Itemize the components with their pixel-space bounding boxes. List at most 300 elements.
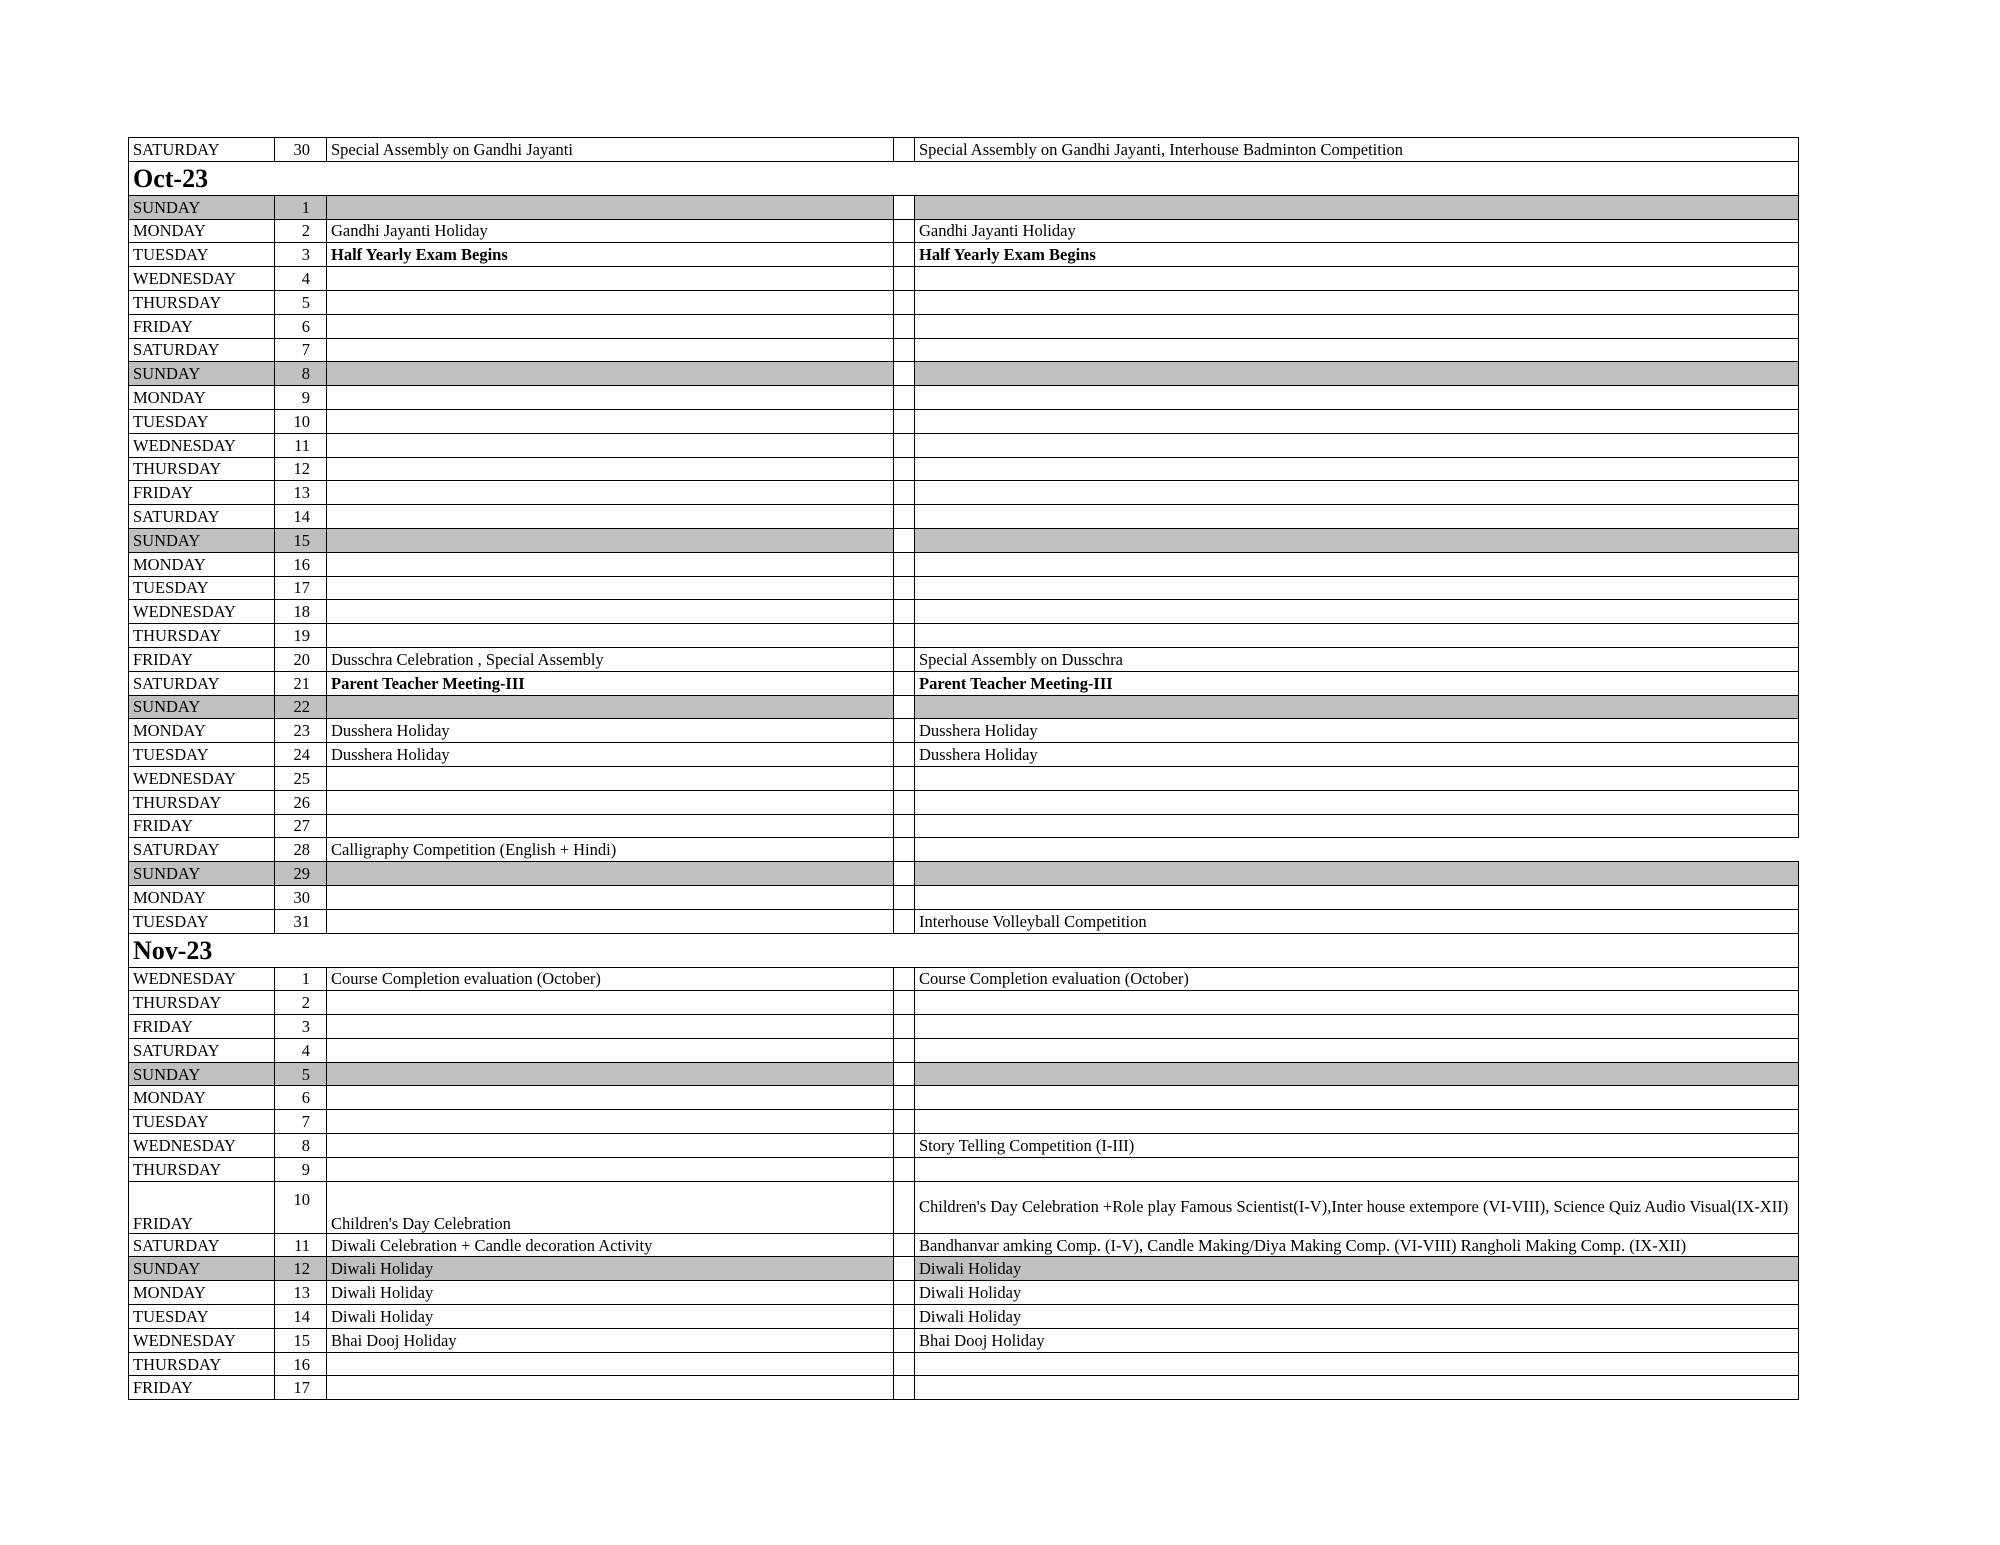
day-cell: SUNDAY (129, 862, 275, 886)
date-cell: 12 (275, 1257, 327, 1281)
primary-event-cell (327, 909, 894, 933)
primary-event-cell (327, 1086, 894, 1110)
date-cell: 20 (275, 647, 327, 671)
day-cell: TUESDAY (129, 1305, 275, 1329)
calendar-sheet (128, 137, 1799, 1400)
date-cell: 4 (275, 1038, 327, 1062)
day-cell: FRIDAY (129, 1015, 275, 1039)
primary-event-cell (327, 814, 894, 838)
date-cell: 19 (275, 624, 327, 648)
date-cell: 13 (275, 1281, 327, 1305)
spacer-cell (894, 481, 915, 505)
day-cell: TUESDAY (129, 409, 275, 433)
date-cell: 9 (275, 1157, 327, 1181)
secondary-event-cell: Diwali Holiday (915, 1305, 1799, 1329)
date-cell: 7 (275, 1110, 327, 1134)
primary-event-cell (327, 314, 894, 338)
date-cell: 23 (275, 719, 327, 743)
table-row (129, 433, 1799, 457)
day-cell: WEDNESDAY (129, 267, 275, 291)
spacer-cell (894, 362, 915, 386)
day-cell: FRIDAY (129, 647, 275, 671)
table-row (129, 528, 1799, 552)
table-row (129, 885, 1799, 909)
day-cell: MONDAY (129, 386, 275, 410)
secondary-event-cell (915, 267, 1799, 291)
primary-event-cell: Dusschra Celebration , Special Assembly (327, 647, 894, 671)
day-cell: WEDNESDAY (129, 600, 275, 624)
secondary-event-cell (915, 528, 1799, 552)
secondary-event-cell: Parent Teacher Meeting-III (915, 671, 1799, 695)
month-heading: Oct-23 (129, 161, 1799, 195)
primary-event-cell (327, 1038, 894, 1062)
secondary-event-cell: Dusshera Holiday (915, 719, 1799, 743)
spacer-cell (894, 647, 915, 671)
table-row (129, 552, 1799, 576)
secondary-event-cell: Dusshera Holiday (915, 743, 1799, 767)
spacer-cell (894, 1157, 915, 1181)
date-cell: 6 (275, 1086, 327, 1110)
date-cell: 5 (275, 1062, 327, 1086)
table-row (129, 505, 1799, 529)
date-cell: 11 (275, 1233, 327, 1257)
spacer-cell (894, 457, 915, 481)
primary-event-cell (327, 695, 894, 719)
spacer-cell (894, 1110, 915, 1134)
table-row (129, 790, 1799, 814)
primary-event-cell (327, 1134, 894, 1158)
primary-event-cell (327, 576, 894, 600)
date-cell: 3 (275, 243, 327, 267)
primary-event-cell (327, 457, 894, 481)
date-cell: 15 (275, 1328, 327, 1352)
secondary-event-cell (915, 766, 1799, 790)
spacer-cell (894, 838, 915, 862)
primary-event-cell: Dusshera Holiday (327, 743, 894, 767)
date-cell: 4 (275, 267, 327, 291)
secondary-event-cell: Special Assembly on Gandhi Jayanti, Interhouse Badminton Competition (915, 138, 1799, 162)
day-cell: SUNDAY (129, 195, 275, 219)
table-row (129, 1038, 1799, 1062)
date-cell: 8 (275, 1134, 327, 1158)
date-cell: 21 (275, 671, 327, 695)
table-row (129, 243, 1799, 267)
spacer-cell (894, 1328, 915, 1352)
secondary-event-cell (915, 814, 1799, 838)
date-cell: 6 (275, 314, 327, 338)
primary-event-cell (327, 338, 894, 362)
day-cell: THURSDAY (129, 1157, 275, 1181)
primary-event-cell (327, 991, 894, 1015)
day-cell: MONDAY (129, 552, 275, 576)
spacer-cell (894, 695, 915, 719)
day-cell: WEDNESDAY (129, 766, 275, 790)
calendar-body (129, 138, 1799, 1400)
primary-event-cell (327, 862, 894, 886)
day-cell: MONDAY (129, 719, 275, 743)
primary-event-cell (327, 362, 894, 386)
primary-event-cell: Calligraphy Competition (English + Hindi) (327, 838, 894, 862)
spacer-cell (894, 862, 915, 886)
day-cell: SUNDAY (129, 1257, 275, 1281)
day-cell: THURSDAY (129, 1352, 275, 1376)
table-row (129, 1305, 1799, 1329)
primary-event-cell (327, 1062, 894, 1086)
table-row (129, 1062, 1799, 1086)
primary-event-cell (327, 1352, 894, 1376)
table-row (129, 1257, 1799, 1281)
secondary-event-cell: Diwali Holiday (915, 1257, 1799, 1281)
spacer-cell (894, 219, 915, 243)
day-cell: MONDAY (129, 885, 275, 909)
spacer-cell (894, 1015, 915, 1039)
secondary-event-cell (915, 409, 1799, 433)
spacer-cell (894, 814, 915, 838)
day-cell: THURSDAY (129, 991, 275, 1015)
date-cell: 26 (275, 790, 327, 814)
primary-event-cell (327, 433, 894, 457)
date-cell: 14 (275, 1305, 327, 1329)
table-row (129, 1181, 1799, 1233)
primary-event-cell (327, 766, 894, 790)
month-header-row (129, 933, 1799, 967)
secondary-event-cell (915, 790, 1799, 814)
day-cell: SATURDAY (129, 838, 275, 862)
day-cell: TUESDAY (129, 1110, 275, 1134)
spacer-cell (894, 719, 915, 743)
secondary-event-cell (915, 481, 1799, 505)
table-row (129, 624, 1799, 648)
table-row (129, 362, 1799, 386)
day-cell: TUESDAY (129, 909, 275, 933)
table-row (129, 695, 1799, 719)
table-row (129, 576, 1799, 600)
date-cell: 1 (275, 195, 327, 219)
table-row (129, 838, 1799, 862)
day-cell: TUESDAY (129, 576, 275, 600)
secondary-event-cell (915, 386, 1799, 410)
date-cell: 9 (275, 386, 327, 410)
spacer-cell (894, 409, 915, 433)
table-row (129, 909, 1799, 933)
date-cell: 7 (275, 338, 327, 362)
secondary-event-cell (915, 838, 1799, 862)
primary-event-cell: Diwali Holiday (327, 1281, 894, 1305)
primary-event-cell (327, 552, 894, 576)
secondary-event-cell: Interhouse Volleyball Competition (915, 909, 1799, 933)
table-row (129, 1376, 1799, 1400)
secondary-event-cell (915, 885, 1799, 909)
table-row (129, 409, 1799, 433)
spacer-cell (894, 552, 915, 576)
primary-event-cell (327, 1015, 894, 1039)
day-cell: SATURDAY (129, 671, 275, 695)
table-row (129, 1352, 1799, 1376)
day-cell: WEDNESDAY (129, 1328, 275, 1352)
table-row (129, 991, 1799, 1015)
table-row (129, 1086, 1799, 1110)
primary-event-cell (327, 790, 894, 814)
date-cell: 27 (275, 814, 327, 838)
table-row (129, 967, 1799, 991)
day-cell: FRIDAY (129, 1376, 275, 1400)
secondary-event-cell: Bandhanvar amking Comp. (I-V), Candle Making/Diya Making Comp. (VI-VIII) Rangholi Making Comp. (IX-XII) (915, 1233, 1799, 1257)
month-header-row (129, 161, 1799, 195)
day-cell: MONDAY (129, 1086, 275, 1110)
spacer-cell (894, 1062, 915, 1086)
spacer-cell (894, 1181, 915, 1233)
date-cell: 1 (275, 967, 327, 991)
primary-event-cell: Diwali Holiday (327, 1257, 894, 1281)
spacer-cell (894, 909, 915, 933)
secondary-event-cell (915, 624, 1799, 648)
primary-event-cell: Diwali Celebration + Candle decoration Activity (327, 1233, 894, 1257)
primary-event-cell: Course Completion evaluation (October) (327, 967, 894, 991)
day-cell: SUNDAY (129, 528, 275, 552)
date-cell: 13 (275, 481, 327, 505)
secondary-event-cell (915, 1157, 1799, 1181)
secondary-event-cell (915, 695, 1799, 719)
table-row (129, 719, 1799, 743)
spacer-cell (894, 290, 915, 314)
table-row (129, 481, 1799, 505)
date-cell: 31 (275, 909, 327, 933)
spacer-cell (894, 790, 915, 814)
primary-event-cell: Bhai Dooj Holiday (327, 1328, 894, 1352)
date-cell: 30 (275, 138, 327, 162)
day-cell: WEDNESDAY (129, 433, 275, 457)
spacer-cell (894, 576, 915, 600)
table-row (129, 138, 1799, 162)
day-cell: THURSDAY (129, 624, 275, 648)
spacer-cell (894, 1086, 915, 1110)
table-row (129, 290, 1799, 314)
primary-event-cell (327, 481, 894, 505)
table-row (129, 862, 1799, 886)
secondary-event-cell (915, 290, 1799, 314)
spacer-cell (894, 1134, 915, 1158)
spacer-cell (894, 671, 915, 695)
primary-event-cell (327, 386, 894, 410)
secondary-event-cell (915, 1376, 1799, 1400)
day-cell: TUESDAY (129, 743, 275, 767)
spacer-cell (894, 1038, 915, 1062)
spacer-cell (894, 1281, 915, 1305)
table-row (129, 766, 1799, 790)
primary-event-cell: Diwali Holiday (327, 1305, 894, 1329)
day-cell: FRIDAY (129, 814, 275, 838)
day-cell: SATURDAY (129, 338, 275, 362)
date-cell: 17 (275, 576, 327, 600)
day-cell: SATURDAY (129, 505, 275, 529)
calendar-table (128, 137, 1799, 1400)
primary-event-cell: Half Yearly Exam Begins (327, 243, 894, 267)
primary-event-cell: Special Assembly on Gandhi Jayanti (327, 138, 894, 162)
day-cell: THURSDAY (129, 290, 275, 314)
date-cell: 5 (275, 290, 327, 314)
table-row (129, 1110, 1799, 1134)
date-cell: 25 (275, 766, 327, 790)
date-cell: 30 (275, 885, 327, 909)
primary-event-cell (327, 409, 894, 433)
spacer-cell (894, 624, 915, 648)
secondary-event-cell: Children's Day Celebration +Role play Famous Scientist(I-V),Inter house extempore (VI-VIII), Science Quiz Audio Visual(IX-XII) (915, 1181, 1799, 1233)
primary-event-cell (327, 600, 894, 624)
date-cell: 8 (275, 362, 327, 386)
date-cell: 2 (275, 991, 327, 1015)
date-cell: 16 (275, 1352, 327, 1376)
spacer-cell (894, 195, 915, 219)
date-cell: 11 (275, 433, 327, 457)
date-cell: 10 (275, 1181, 327, 1233)
table-row (129, 1157, 1799, 1181)
day-cell: SATURDAY (129, 138, 275, 162)
spacer-cell (894, 967, 915, 991)
primary-event-cell (327, 1376, 894, 1400)
secondary-event-cell (915, 433, 1799, 457)
secondary-event-cell: Story Telling Competition (I-III) (915, 1134, 1799, 1158)
primary-event-cell: Children's Day Celebration (327, 1181, 894, 1233)
table-row (129, 647, 1799, 671)
secondary-event-cell: Diwali Holiday (915, 1281, 1799, 1305)
table-row (129, 457, 1799, 481)
secondary-event-cell (915, 314, 1799, 338)
date-cell: 18 (275, 600, 327, 624)
secondary-event-cell: Course Completion evaluation (October) (915, 967, 1799, 991)
day-cell: SUNDAY (129, 1062, 275, 1086)
date-cell: 28 (275, 838, 327, 862)
table-row (129, 338, 1799, 362)
spacer-cell (894, 386, 915, 410)
month-heading: Nov-23 (129, 933, 1799, 967)
primary-event-cell: Gandhi Jayanti Holiday (327, 219, 894, 243)
day-cell: SATURDAY (129, 1233, 275, 1257)
table-row (129, 386, 1799, 410)
spacer-cell (894, 885, 915, 909)
day-cell: SATURDAY (129, 1038, 275, 1062)
date-cell: 22 (275, 695, 327, 719)
primary-event-cell (327, 528, 894, 552)
secondary-event-cell (915, 600, 1799, 624)
date-cell: 3 (275, 1015, 327, 1039)
secondary-event-cell: Gandhi Jayanti Holiday (915, 219, 1799, 243)
date-cell: 29 (275, 862, 327, 886)
secondary-event-cell (915, 576, 1799, 600)
secondary-event-cell (915, 991, 1799, 1015)
day-cell: MONDAY (129, 1281, 275, 1305)
spacer-cell (894, 1376, 915, 1400)
secondary-event-cell (915, 457, 1799, 481)
secondary-event-cell (915, 1352, 1799, 1376)
table-row (129, 1015, 1799, 1039)
spacer-cell (894, 314, 915, 338)
secondary-event-cell (915, 505, 1799, 529)
spacer-cell (894, 505, 915, 529)
spacer-cell (894, 528, 915, 552)
table-row (129, 814, 1799, 838)
table-row (129, 671, 1799, 695)
spacer-cell (894, 267, 915, 291)
table-row (129, 314, 1799, 338)
table-row (129, 1134, 1799, 1158)
secondary-event-cell (915, 1015, 1799, 1039)
spacer-cell (894, 1352, 915, 1376)
spacer-cell (894, 766, 915, 790)
table-row (129, 219, 1799, 243)
day-cell: SUNDAY (129, 362, 275, 386)
day-cell: FRIDAY (129, 481, 275, 505)
table-row (129, 1281, 1799, 1305)
day-cell: THURSDAY (129, 790, 275, 814)
secondary-event-cell (915, 862, 1799, 886)
date-cell: 17 (275, 1376, 327, 1400)
secondary-event-cell: Special Assembly on Dusschra (915, 647, 1799, 671)
date-cell: 16 (275, 552, 327, 576)
spacer-cell (894, 743, 915, 767)
primary-event-cell: Parent Teacher Meeting-III (327, 671, 894, 695)
table-row (129, 1328, 1799, 1352)
secondary-event-cell (915, 1086, 1799, 1110)
spacer-cell (894, 243, 915, 267)
primary-event-cell (327, 624, 894, 648)
secondary-event-cell (915, 338, 1799, 362)
primary-event-cell (327, 290, 894, 314)
primary-event-cell (327, 195, 894, 219)
date-cell: 24 (275, 743, 327, 767)
date-cell: 15 (275, 528, 327, 552)
secondary-event-cell (915, 195, 1799, 219)
table-row (129, 195, 1799, 219)
spacer-cell (894, 1257, 915, 1281)
day-cell: SUNDAY (129, 695, 275, 719)
spacer-cell (894, 338, 915, 362)
day-cell: MONDAY (129, 219, 275, 243)
secondary-event-cell (915, 1062, 1799, 1086)
spacer-cell (894, 1305, 915, 1329)
primary-event-cell (327, 885, 894, 909)
spacer-cell (894, 991, 915, 1015)
table-row (129, 600, 1799, 624)
spacer-cell (894, 138, 915, 162)
day-cell: WEDNESDAY (129, 1134, 275, 1158)
day-cell: FRIDAY (129, 314, 275, 338)
date-cell: 12 (275, 457, 327, 481)
primary-event-cell (327, 267, 894, 291)
secondary-event-cell (915, 552, 1799, 576)
table-row (129, 743, 1799, 767)
secondary-event-cell: Half Yearly Exam Begins (915, 243, 1799, 267)
primary-event-cell (327, 505, 894, 529)
primary-event-cell (327, 1110, 894, 1134)
secondary-event-cell (915, 362, 1799, 386)
secondary-event-cell (915, 1038, 1799, 1062)
day-cell: WEDNESDAY (129, 967, 275, 991)
table-row (129, 1233, 1799, 1257)
spacer-cell (894, 433, 915, 457)
secondary-event-cell: Bhai Dooj Holiday (915, 1328, 1799, 1352)
primary-event-cell (327, 1157, 894, 1181)
date-cell: 2 (275, 219, 327, 243)
day-cell: TUESDAY (129, 243, 275, 267)
date-cell: 10 (275, 409, 327, 433)
day-cell: THURSDAY (129, 457, 275, 481)
spacer-cell (894, 600, 915, 624)
secondary-event-cell (915, 1110, 1799, 1134)
date-cell: 14 (275, 505, 327, 529)
spacer-cell (894, 1233, 915, 1257)
day-cell: FRIDAY (129, 1181, 275, 1233)
primary-event-cell: Dusshera Holiday (327, 719, 894, 743)
